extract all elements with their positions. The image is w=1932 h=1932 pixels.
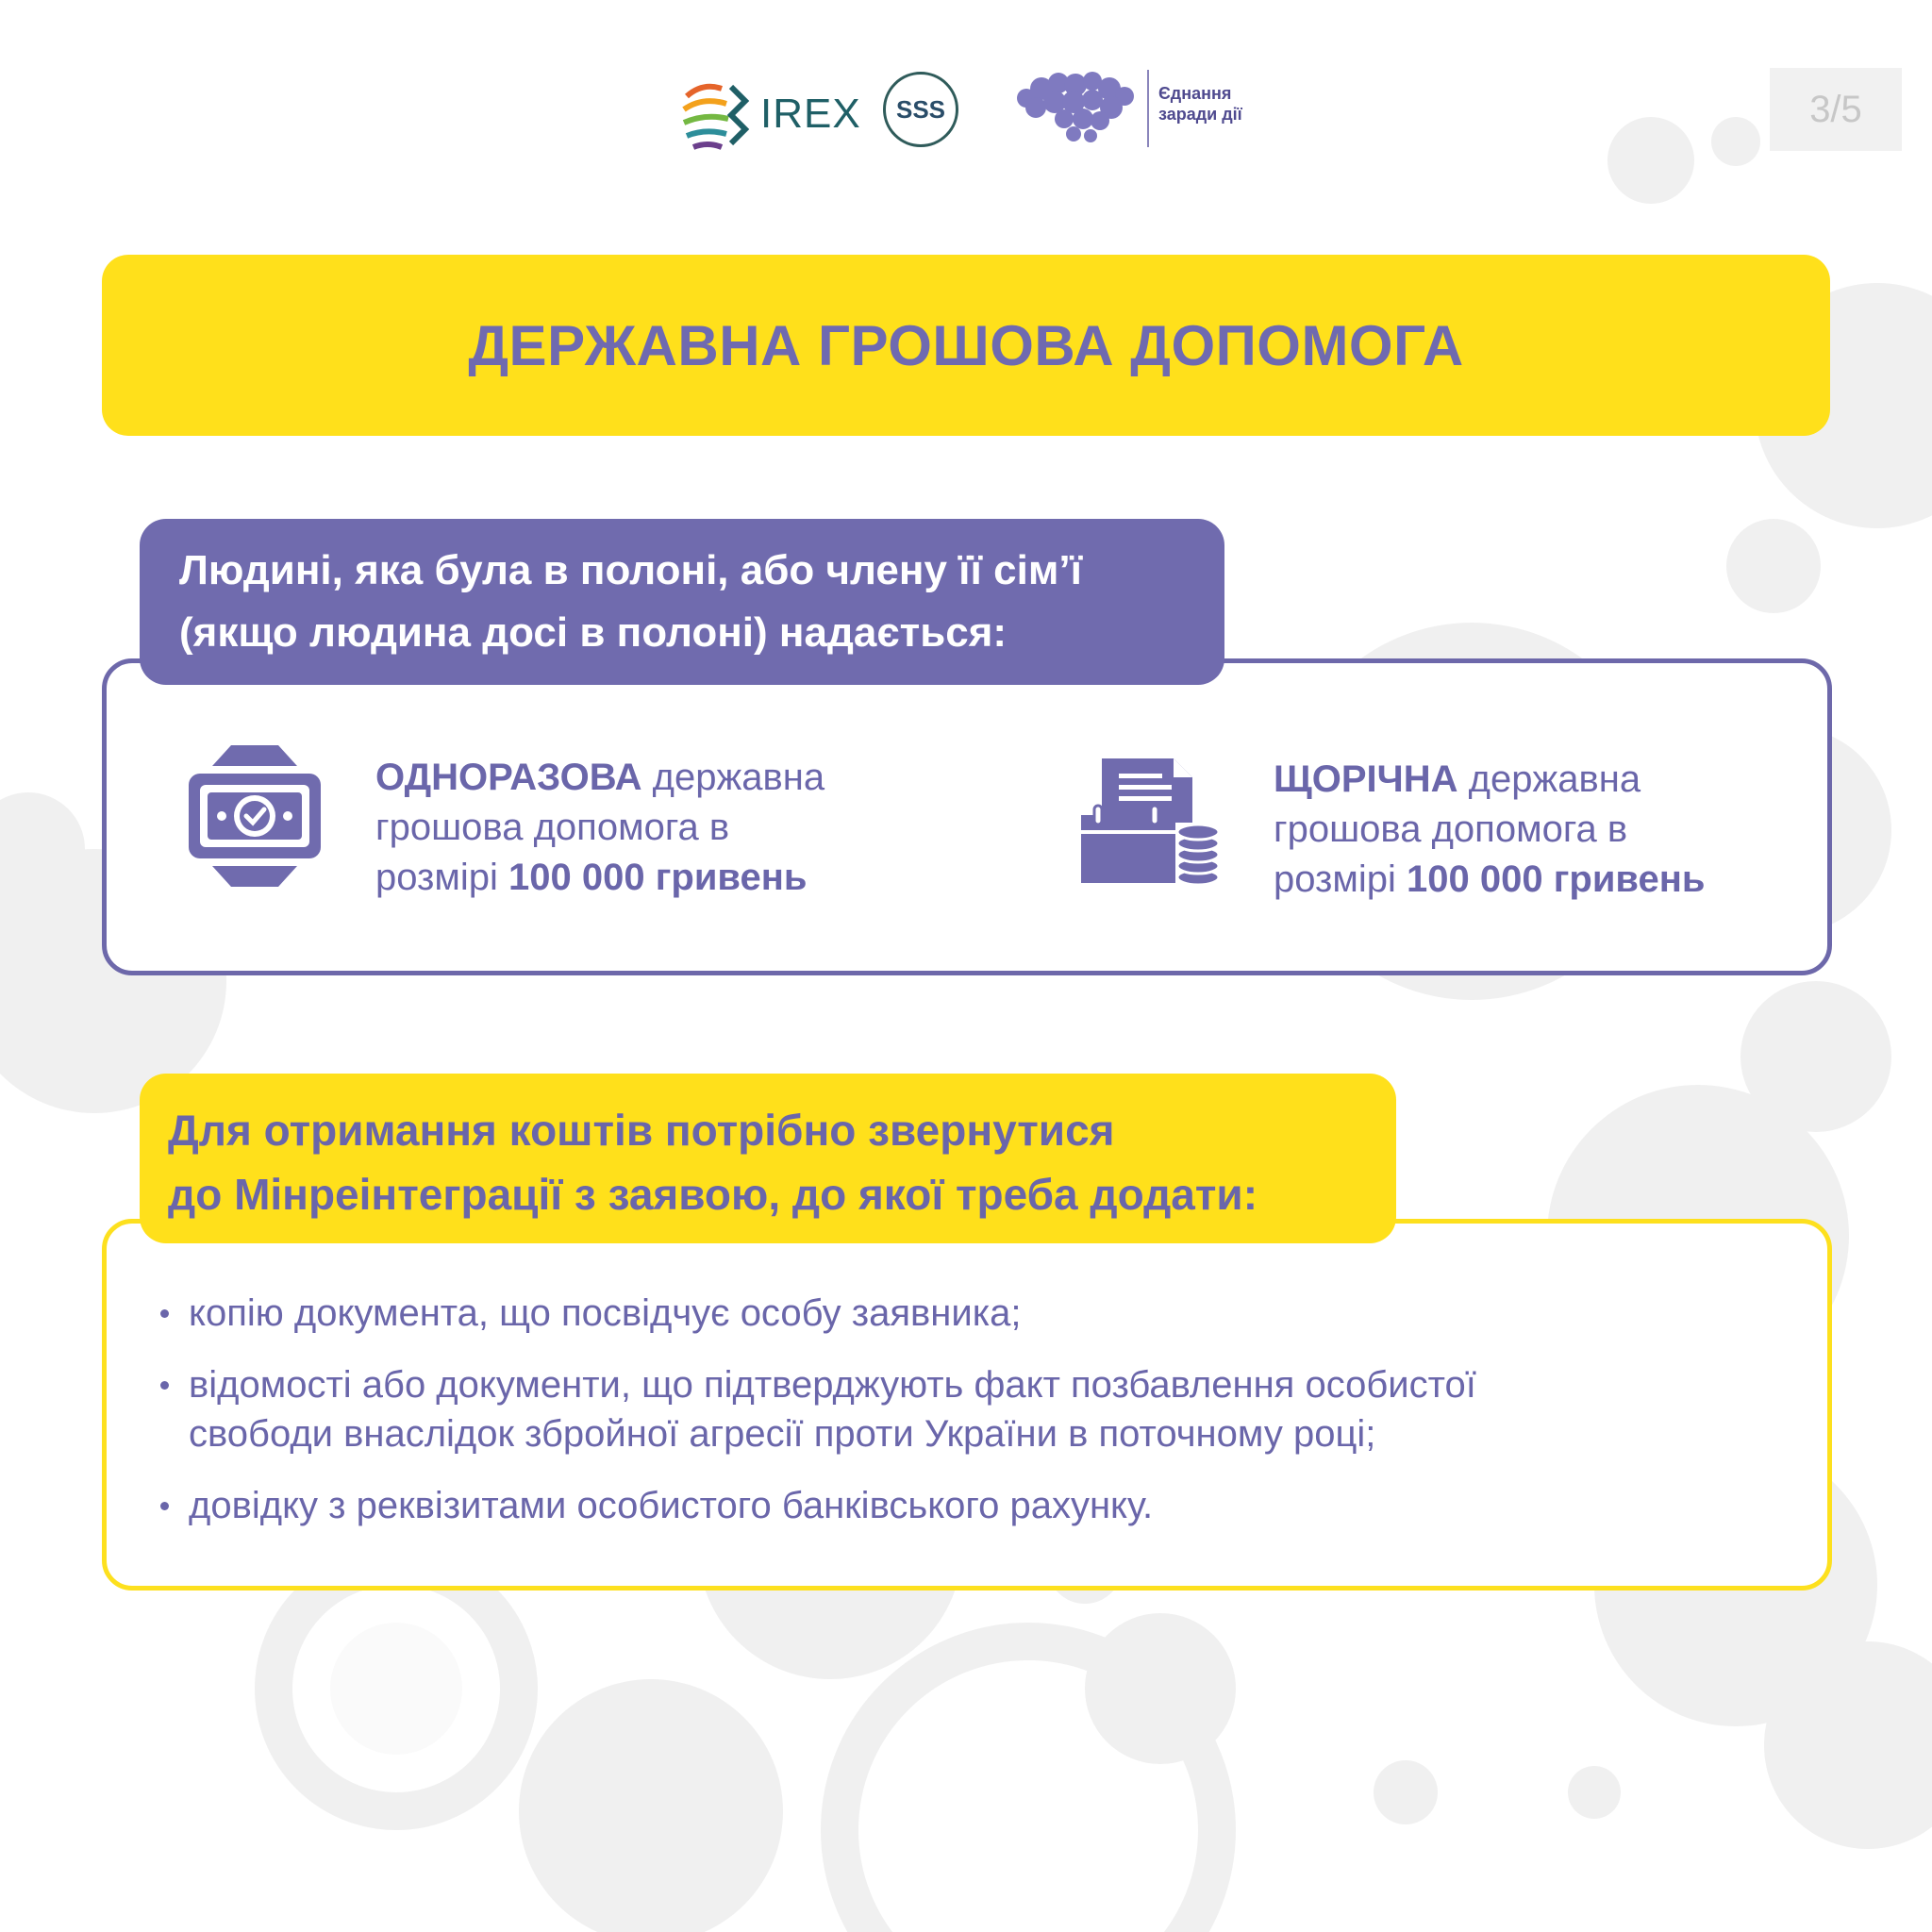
benefits-heading-line-2: (якщо людина досі в полоні) надається: [179,609,1008,656]
benefit-one-time [375,753,824,903]
benefit-line-3 [1274,855,1705,905]
benefit-line-1 [375,753,824,803]
benefit-text: державна [641,757,825,798]
benefit-line-3 [375,853,824,903]
logo-bar [0,66,1932,160]
list-item: відомості або документи, що підтверджують факт позбавлення особистої свободи внаслідок збройної агресії проти України в поточному році; [157,1360,1760,1458]
calendar-coins-icon [1081,755,1219,887]
bullet-icon [160,1381,169,1390]
bullet-icon [160,1309,169,1318]
money-check-icon [189,745,321,887]
page-title: ДЕРЖАВНА ГРОШОВА ДОПОМОГА [468,313,1464,377]
irex-logo [679,77,861,153]
sss-logo: SSS [883,72,958,147]
list-item: копію документа, що посвідчує особу заявника; [157,1289,1760,1338]
logo-divider [1147,70,1149,147]
benefit-annual [1274,755,1705,905]
ednannia-logo-text: Єднання заради дії [1158,84,1242,124]
documents-heading-line-2: до Мінреінтеграції з заявою, до якої треба додати: [168,1170,1258,1219]
benefits-heading [140,519,1224,685]
ukraine-map-icon [1008,66,1140,151]
documents-heading [140,1074,1396,1243]
ednannia-logo [1008,66,1262,160]
irex-logo-icon [679,77,755,153]
bullet-icon [160,1502,169,1510]
irex-logo-text: IREX [760,91,861,137]
benefit-amount: 100 000 гривень [1407,858,1706,900]
benefit-amount: 100 000 гривень [508,857,808,898]
page-indicator: 3/5 [1770,68,1902,151]
title-banner [102,255,1830,436]
benefit-line-1 [1274,755,1705,805]
benefits-heading-line-1: Людині, яка була в полоні, або члену її сімʼї [179,547,1082,593]
benefit-text: розмірі [1274,858,1407,900]
benefit-type: ЩОРІЧНА [1274,758,1458,800]
benefit-type: ОДНОРАЗОВА [375,757,642,798]
list-item: довідку з реквізитами особистого банківського рахунку. [157,1481,1760,1530]
benefit-line-2: грошова допомога в [1274,808,1628,850]
benefit-text: розмірі [375,857,509,898]
benefit-line-2: грошова допомога в [375,807,730,848]
documents-heading-line-1: Для отримання коштів потрібно звернутися [168,1106,1115,1155]
documents-list [157,1289,1760,1553]
benefit-text: державна [1457,758,1641,800]
